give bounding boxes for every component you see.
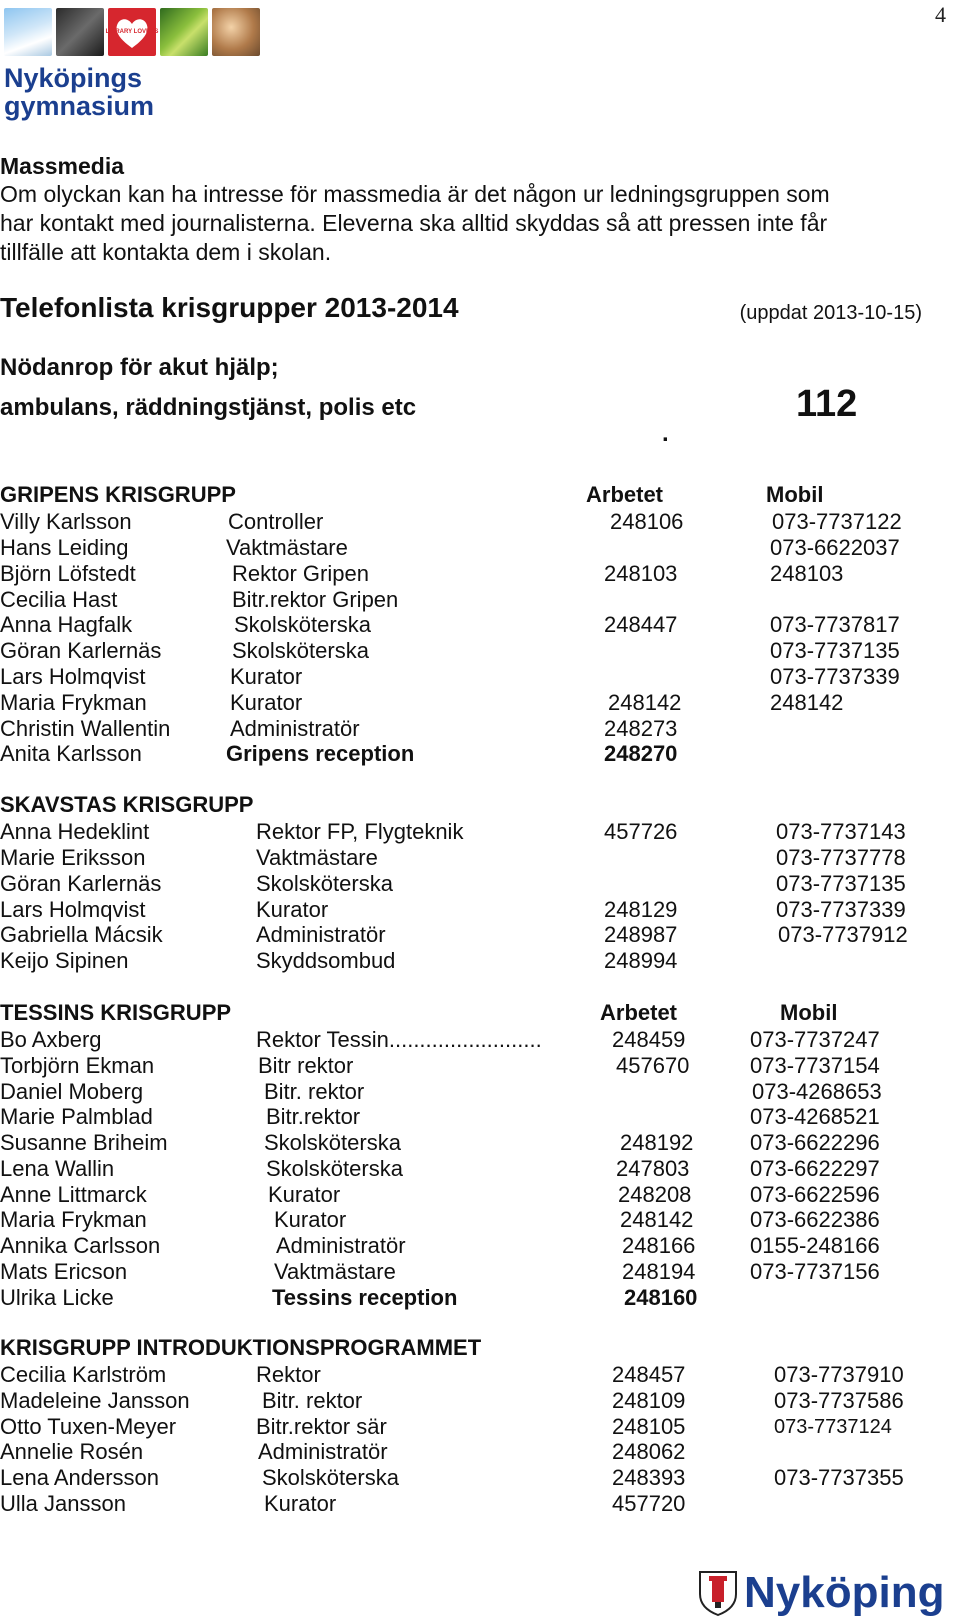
contact-mobile: 073-6622386 [750, 1207, 880, 1232]
contact-mobile: 073-7737156 [750, 1259, 880, 1284]
contact-work: 248142 [608, 690, 682, 715]
contact-role: Skyddsombud [256, 948, 396, 973]
contact-name: Anna Hedeklint [0, 819, 150, 844]
contact-mobile: 073-4268521 [750, 1104, 880, 1129]
municipality-logo [698, 1568, 944, 1618]
contact-role: Kurator [264, 1491, 337, 1516]
contact-name: Maria Frykman [0, 690, 147, 715]
contact-mobile: 248142 [770, 690, 844, 715]
contact-name: Christin Wallentin [0, 716, 171, 741]
contact-role: Bitr. rektor [262, 1388, 363, 1413]
contact-name: Maria Frykman [0, 1207, 147, 1232]
gripen-heading: GRIPENS KRISGRUPP [0, 482, 236, 507]
contact-work: 248994 [604, 948, 678, 973]
contact-mobile: 073-7737124 [774, 1416, 892, 1438]
contact-work: 248459 [612, 1027, 686, 1052]
contact-name: Anne Littmarck [0, 1182, 147, 1207]
contact-role: Bitr. rektor [264, 1079, 365, 1104]
massmedia-heading: Massmedia [0, 153, 125, 179]
sky-photo [4, 8, 52, 56]
contact-role: Skolsköterska [234, 612, 371, 637]
contact-name: Marie Palmblad [0, 1104, 153, 1129]
contact-work: 248160 [624, 1285, 698, 1310]
nature-photo [160, 8, 208, 56]
emergency-services: ambulans, räddningstjänst, polis etc [0, 394, 417, 421]
gripen-col-mobile: Mobil [766, 482, 824, 507]
contact-mobile: 073-6622297 [750, 1156, 880, 1181]
coat-of-arms-icon [698, 1570, 738, 1616]
contact-mobile: 073-7737122 [772, 509, 902, 534]
contact-role: Skolsköterska [266, 1156, 403, 1181]
contact-role: Kurator [230, 690, 303, 715]
contact-name: Gabriella Mácsik [0, 922, 163, 947]
document-title: Telefonlista krisgrupper 2013-2014 [0, 292, 459, 323]
contact-work: 248393 [612, 1465, 686, 1490]
contact-name: Anita Karlsson [0, 741, 142, 766]
contact-name: Lars Holmqvist [0, 897, 146, 922]
intro-heading: KRISGRUPP INTRODUKTIONSPROGRAMMET [0, 1335, 482, 1360]
library-lovers-badge [105, 8, 159, 56]
contact-name: Hans Leiding [0, 535, 129, 560]
contact-name: Marie Eriksson [0, 845, 146, 870]
contact-role: Bitr.rektor Gripen [232, 587, 399, 612]
contact-name: Annelie Rosén [0, 1439, 144, 1464]
contact-role: Rektor Gripen [232, 561, 369, 586]
contact-work: 248103 [604, 561, 678, 586]
contact-name: Ulla Jansson [0, 1491, 126, 1516]
contact-role: Controller [228, 509, 324, 534]
contact-role: Skolsköterska [264, 1130, 401, 1155]
logo-line-2: gymnasium [4, 91, 155, 121]
contact-work: 248987 [604, 922, 678, 947]
contact-mobile: 0155-248166 [750, 1233, 880, 1258]
contact-name: Bo Axberg [0, 1027, 102, 1052]
contact-role: Rektor FP, Flygteknik [256, 819, 464, 844]
contact-name: Madeleine Jansson [0, 1388, 190, 1413]
contact-role: Skolsköterska [256, 871, 393, 896]
contact-role: Vaktmästare [274, 1259, 396, 1284]
contact-name: Lars Holmqvist [0, 664, 146, 689]
contact-name: Anna Hagfalk [0, 612, 133, 637]
contact-mobile: 073-7737912 [778, 922, 908, 947]
contact-name: Göran Karlernäs [0, 638, 162, 663]
logo-line-1: Nyköpings [4, 63, 143, 93]
tessin-heading: TESSINS KRISGRUPP [0, 1000, 232, 1025]
contact-mobile: 073-7737154 [750, 1053, 880, 1078]
contact-work: 248166 [622, 1233, 696, 1258]
contact-role: Rektor Tessin......................... [256, 1027, 542, 1052]
contact-mobile: 073-4268653 [752, 1079, 882, 1104]
contact-name: Torbjörn Ekman [0, 1053, 155, 1078]
massmedia-text [0, 180, 920, 267]
contact-mobile: 073-7737339 [770, 664, 900, 689]
contact-role: Kurator [268, 1182, 341, 1207]
contact-role: Tessins reception [272, 1285, 458, 1310]
contact-name: Cecilia Hast [0, 587, 118, 612]
school-logo [4, 64, 154, 120]
contact-role: Administratör [276, 1233, 406, 1258]
contact-role: Skolsköterska [262, 1465, 399, 1490]
skavsta-heading: SKAVSTAS KRISGRUPP [0, 792, 254, 817]
contact-mobile: 073-7737135 [770, 638, 900, 663]
contact-mobile: 073-7737778 [776, 845, 906, 870]
massmedia-line: Om olyckan kan ha intresse för massmedia är det någon ur ledningsgruppen som [0, 181, 830, 207]
contact-role: Kurator [256, 897, 329, 922]
contact-role: Administratör [256, 922, 386, 947]
contact-name: Keijo Sipinen [0, 948, 129, 973]
contact-role: Gripens reception [226, 741, 415, 766]
contact-mobile: 073-6622037 [770, 535, 900, 560]
tessin-col-work: Arbetet [600, 1000, 678, 1025]
students-photo [212, 8, 260, 56]
contact-work: 248062 [612, 1439, 686, 1464]
contact-work: 248142 [620, 1207, 694, 1232]
emergency-heading: Nödanrop för akut hjälp; [0, 354, 279, 381]
contact-role: Skolsköterska [232, 638, 369, 663]
contact-work: 457726 [604, 819, 678, 844]
contact-work: 247803 [616, 1156, 690, 1181]
contact-mobile: 073-7737247 [750, 1027, 880, 1052]
contact-name: Lena Andersson [0, 1465, 160, 1490]
gripen-col-work: Arbetet [586, 482, 664, 507]
contact-role: Vaktmästare [256, 845, 378, 870]
contact-work: 248105 [612, 1414, 686, 1439]
contact-name: Otto Tuxen-Meyer [0, 1414, 177, 1439]
header-photo-strip [4, 8, 260, 56]
contact-role: Vaktmästare [226, 535, 348, 560]
contact-mobile: 073-7737817 [770, 612, 900, 637]
contact-name: Göran Karlernäs [0, 871, 162, 896]
contact-name: Villy Karlsson [0, 509, 132, 534]
contact-role: Bitr rektor [258, 1053, 354, 1078]
classroom-photo [56, 8, 104, 56]
contact-mobile: 073-7737135 [776, 871, 906, 896]
contact-mobile: 073-7737586 [774, 1388, 904, 1413]
updated-date: (uppdat 2013-10-15) [739, 302, 922, 324]
contact-work: 248106 [610, 509, 684, 534]
emergency-number: 112 [796, 383, 858, 425]
contact-name: Susanne Briheim [0, 1130, 168, 1155]
contact-work: 248194 [622, 1259, 696, 1284]
contact-work: 248270 [604, 741, 678, 766]
heart-icon [105, 10, 159, 54]
contact-work: 248109 [612, 1388, 686, 1413]
contact-mobile: 073-6622596 [750, 1182, 880, 1207]
massmedia-line: har kontakt med journalisterna. Eleverna ska alltid skyddas så att pressen inte får [0, 210, 828, 236]
contact-mobile: 073-7737339 [776, 897, 906, 922]
contact-mobile: 073-6622296 [750, 1130, 880, 1155]
stray-dot: . [662, 420, 669, 447]
contact-work: 248447 [604, 612, 678, 637]
contact-work: 248208 [618, 1182, 692, 1207]
contact-work: 457670 [616, 1053, 690, 1078]
badge-text: LIBRARY LOVERS [105, 29, 159, 35]
contact-work: 248273 [604, 716, 678, 741]
contact-name: Annika Carlsson [0, 1233, 161, 1258]
contact-role: Kurator [230, 664, 303, 689]
contact-work: 248129 [604, 897, 678, 922]
contact-name: Ulrika Licke [0, 1285, 114, 1310]
contact-name: Björn Löfstedt [0, 561, 136, 586]
contact-name: Lena Wallin [0, 1156, 115, 1181]
contact-work: 457720 [612, 1491, 686, 1516]
contact-role: Bitr.rektor [266, 1104, 361, 1129]
contact-role: Administratör [258, 1439, 388, 1464]
contact-work: 248457 [612, 1362, 686, 1387]
contact-name: Daniel Moberg [0, 1079, 144, 1104]
contact-work: 248192 [620, 1130, 694, 1155]
contact-name: Mats Ericson [0, 1259, 128, 1284]
tessin-col-mobile: Mobil [780, 1000, 838, 1025]
contact-role: Administratör [230, 716, 360, 741]
footer-logo-text: Nyköping [744, 1568, 945, 1617]
contact-mobile: 073-7737143 [776, 819, 906, 844]
contact-name: Cecilia Karlström [0, 1362, 167, 1387]
contact-role: Kurator [274, 1207, 347, 1232]
contact-mobile: 248103 [770, 561, 844, 586]
page-number: 4 [935, 2, 946, 27]
massmedia-line: tillfälle att kontakta dem i skolan. [0, 239, 332, 265]
contact-mobile: 073-7737355 [774, 1465, 904, 1490]
contact-role: Rektor [256, 1362, 321, 1387]
contact-mobile: 073-7737910 [774, 1362, 904, 1387]
contact-role: Bitr.rektor sär [256, 1414, 387, 1439]
